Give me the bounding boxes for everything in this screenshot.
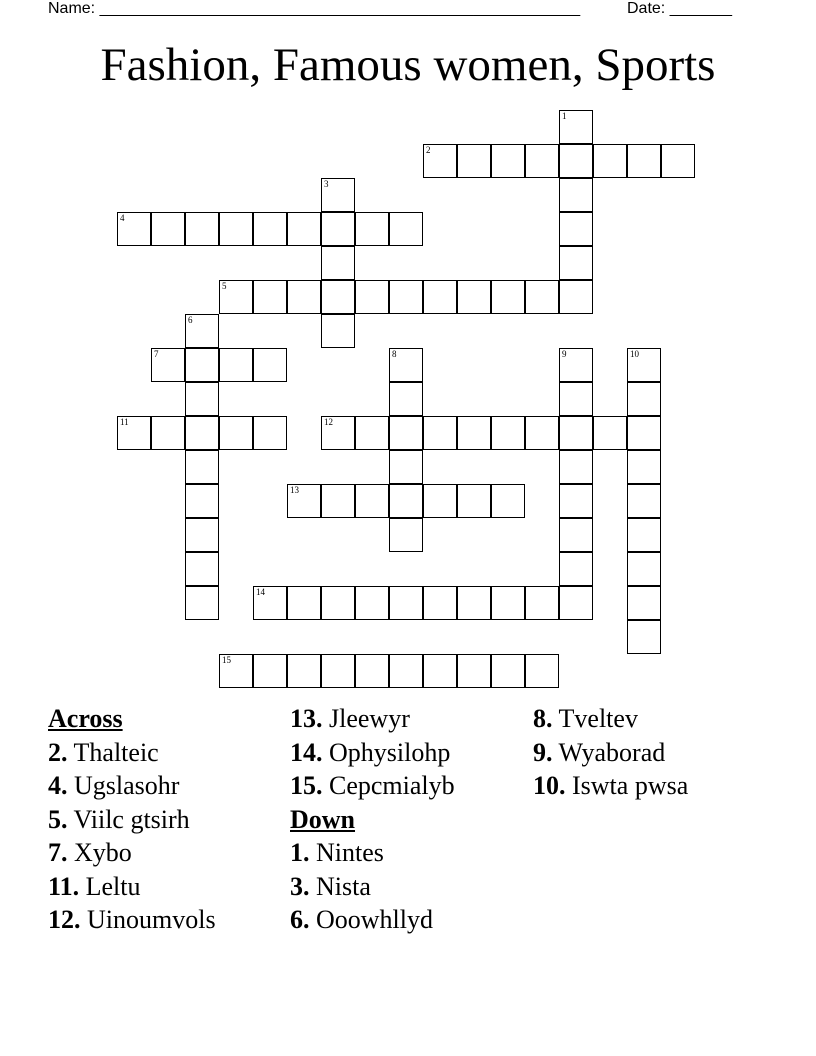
clue-item [533,736,688,770]
clue-item [48,903,216,937]
clue-item-text: Tveltev [552,704,638,733]
name-line: ______________________________________________________ [99,0,581,17]
clue-item [48,870,216,904]
grid-cell[interactable] [287,484,321,518]
clue-item-text: Viilc gtsirh [67,804,190,834]
clue-item-number: 5. [48,804,68,834]
clue-item-number: 15. [290,771,323,800]
clue-column-1 [48,702,216,937]
grid-cell[interactable] [457,586,491,620]
grid-cell[interactable] [491,416,525,450]
grid-cell[interactable] [185,416,219,450]
clue-number: 9 [562,349,567,359]
grid-cell[interactable] [321,654,355,688]
clue-item-text: Ophysilohp [322,737,451,767]
grid-cell[interactable] [423,280,457,314]
grid-cell[interactable] [457,654,491,688]
grid-cell[interactable] [457,416,491,450]
grid-cell[interactable] [525,144,559,178]
grid-cell[interactable] [559,212,593,246]
grid-cell[interactable] [559,416,593,450]
grid-cell[interactable] [559,178,593,212]
grid-cell[interactable] [253,586,287,620]
clue-item [290,736,455,770]
grid-cell[interactable] [491,144,525,178]
grid-cell[interactable] [185,586,219,620]
grid-cell[interactable] [423,416,457,450]
grid-cell[interactable] [151,348,185,382]
grid-cell[interactable] [355,212,389,246]
clue-item-number: 6. [290,905,310,934]
grid-cell[interactable] [559,450,593,484]
grid-cell[interactable] [593,416,627,450]
grid-cell[interactable] [253,348,287,382]
grid-cell[interactable] [559,484,593,518]
grid-cell[interactable] [253,654,287,688]
grid-cell[interactable] [185,314,219,348]
grid-cell[interactable] [321,484,355,518]
clue-number: 6 [188,315,193,325]
grid-cell[interactable] [627,484,661,518]
clue-item-number: 14. [290,737,323,767]
grid-cell[interactable] [219,348,253,382]
grid-cell[interactable] [389,212,423,246]
name-label: Name: [48,0,96,17]
clue-column-3 [533,702,688,803]
grid-cell[interactable] [627,450,661,484]
grid-cell[interactable] [253,416,287,450]
grid-cell[interactable] [423,484,457,518]
grid-cell[interactable] [321,280,355,314]
grid-cell[interactable] [389,416,423,450]
grid-cell[interactable] [321,416,355,450]
grid-cell[interactable] [389,586,423,620]
grid-cell[interactable] [423,586,457,620]
grid-cell[interactable] [185,348,219,382]
grid-cell[interactable] [559,246,593,280]
grid-cell[interactable] [151,416,185,450]
grid-cell[interactable] [185,484,219,518]
grid-cell[interactable] [559,382,593,416]
grid-cell[interactable] [627,416,661,450]
grid-cell[interactable] [321,586,355,620]
grid-cell[interactable] [559,518,593,552]
section-heading-across: Across [48,704,123,733]
clue-item-text: Nista [309,871,371,901]
clue-number: 15 [222,655,231,665]
grid-cell[interactable] [559,144,593,178]
grid-cell[interactable] [559,552,593,586]
clue-item [48,769,216,803]
grid-cell[interactable] [627,518,661,552]
clue-number: 10 [630,349,639,359]
clue-number: 7 [154,349,159,359]
grid-cell[interactable] [321,212,355,246]
clue-item-text: Wyaborad [552,737,666,767]
clue-item [290,769,455,803]
clue-item-number: 3. [290,871,310,901]
grid-cell[interactable] [185,212,219,246]
clue-item-number: 11. [48,871,80,901]
grid-cell[interactable] [525,586,559,620]
clue-item-text: Xybo [67,838,132,867]
clue-item [290,836,455,870]
grid-cell[interactable] [389,280,423,314]
grid-cell[interactable] [287,654,321,688]
clue-item-text: Nintes [309,838,384,867]
grid-cell[interactable] [185,518,219,552]
clue-number: 2 [426,145,431,155]
date-line: _______ [669,0,732,17]
clue-item [48,736,216,770]
grid-cell[interactable] [253,280,287,314]
grid-cell[interactable] [593,144,627,178]
grid-cell[interactable] [491,280,525,314]
grid-cell[interactable] [355,586,389,620]
clue-item-text: Uinoumvols [80,905,216,934]
clue-item [533,769,688,803]
date-label: Date: [627,0,666,17]
grid-cell[interactable] [525,416,559,450]
grid-cell[interactable] [219,280,253,314]
grid-cell[interactable] [627,552,661,586]
grid-cell[interactable] [253,212,287,246]
grid-cell[interactable] [321,314,355,348]
clue-number: 4 [120,213,125,223]
clue-item-number: 10. [533,771,566,800]
grid-cell[interactable] [525,654,559,688]
grid-cell[interactable] [355,280,389,314]
clue-item [48,803,216,837]
clue-item-text: Ugslasohr [67,771,180,800]
clue-item-text: Leltu [79,871,141,901]
clue-item-number: 2. [48,737,68,767]
clue-item-number: 7. [48,838,68,867]
clue-column-2 [290,702,455,937]
grid-cell[interactable] [627,586,661,620]
clue-item [48,836,216,870]
clue-number: 12 [324,417,333,427]
clue-number: 1 [562,111,567,121]
grid-cell[interactable] [423,144,457,178]
clue-item-text: Ooowhllyd [309,905,433,934]
grid-cell[interactable] [457,144,491,178]
grid-cell[interactable] [117,212,151,246]
clue-item-text: Jleewyr [322,704,410,733]
grid-cell[interactable] [355,484,389,518]
clue-number: 5 [222,281,227,291]
grid-cell[interactable] [219,416,253,450]
grid-cell[interactable] [389,348,423,382]
section-heading-down: Down [290,804,356,834]
clue-item-text: Cepcmialyb [322,771,455,800]
grid-cell[interactable] [559,110,593,144]
grid-cell[interactable] [185,382,219,416]
grid-cell[interactable] [491,484,525,518]
clue-item-number: 4. [48,771,68,800]
grid-cell[interactable] [559,280,593,314]
grid-cell[interactable] [627,382,661,416]
grid-cell[interactable] [491,654,525,688]
grid-cell[interactable] [287,212,321,246]
clue-item [533,702,688,736]
clue-item-number: 9. [533,737,553,767]
clue-number: 13 [290,485,299,495]
grid-cell[interactable] [559,586,593,620]
clue-item [290,702,455,736]
grid-cell[interactable] [627,348,661,382]
clue-number: 14 [256,587,265,597]
clue-number: 8 [392,349,397,359]
grid-cell[interactable] [389,654,423,688]
grid-cell[interactable] [389,382,423,416]
grid-cell[interactable] [219,654,253,688]
grid-cell[interactable] [627,144,661,178]
clue-item-number: 8. [533,704,553,733]
grid-cell[interactable] [525,280,559,314]
grid-cell[interactable] [355,416,389,450]
clue-number: 3 [324,179,329,189]
clue-item [290,903,455,937]
clue-item [290,870,455,904]
grid-cell[interactable] [321,178,355,212]
grid-cell[interactable] [287,586,321,620]
grid-cell[interactable] [559,348,593,382]
grid-cell[interactable] [151,212,185,246]
clue-item-number: 12. [48,905,81,934]
clue-number: 11 [120,417,129,427]
grid-cell[interactable] [389,484,423,518]
grid-cell[interactable] [287,280,321,314]
grid-cell[interactable] [355,654,389,688]
grid-cell[interactable] [185,552,219,586]
grid-cell[interactable] [321,246,355,280]
clue-item-text: Thalteic [67,737,159,767]
grid-cell[interactable] [457,484,491,518]
clue-item-number: 13. [290,704,323,733]
grid-cell[interactable] [219,212,253,246]
grid-cell[interactable] [457,280,491,314]
grid-cell[interactable] [117,416,151,450]
grid-cell[interactable] [627,620,661,654]
clue-item-text: Iswta pwsa [565,771,689,800]
grid-cell[interactable] [491,586,525,620]
grid-cell[interactable] [389,450,423,484]
clue-item-number: 1. [290,838,310,867]
grid-cell[interactable] [389,518,423,552]
puzzle-title: Fashion, Famous women, Sports [100,39,716,91]
grid-cell[interactable] [661,144,695,178]
grid-cell[interactable] [423,654,457,688]
grid-cell[interactable] [185,450,219,484]
